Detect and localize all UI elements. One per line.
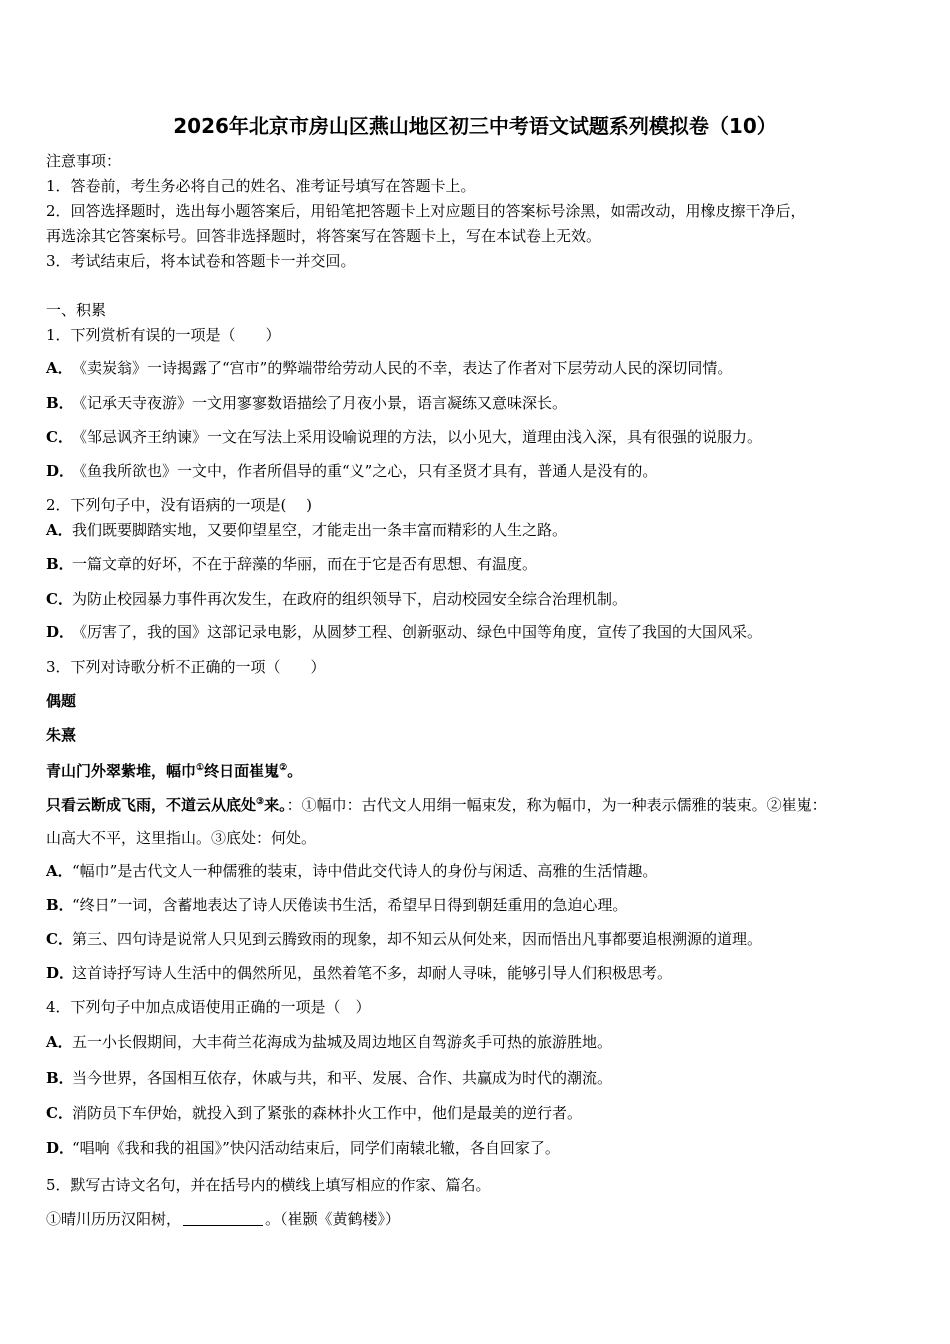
question-2-option-d: D．《厉害了，我的国》这部记录电影，从圆梦工程、创新驱动、绿色中国等角度，宣传了我国的大国风采。 xyxy=(46,623,763,641)
question-4-option-d: D．“唱响《我和我的祖国》”快闪活动结束后，同学们南辕北辙，各自回家了。 xyxy=(46,1139,560,1157)
question-4-option-b: B．当今世界，各国相互依存，休戚与共，和平、发展、合作、共赢成为时代的潮流。 xyxy=(46,1069,613,1087)
question-2-option-c: C．为防止校园暴力事件再次发生，在政府的组织领导下，启动校园安全综合治理机制。 xyxy=(46,590,628,608)
question-1-option-b: B．《记承天寺夜游》一文用寥寥数语描绘了月夜小景，语言凝练又意味深长。 xyxy=(46,394,568,412)
question-1-option-c: C．《邹忌讽齐王纳谏》一文在写法上采用设喻说理的方法，以小见大，道理由浅入深，具有很强的说服力。 xyxy=(46,428,763,446)
poem-line-2: 只看云断成飞雨，不道云从底处③来。：①幅巾：古代文人用绢一幅束发，称为幅巾，为一种表示儒雅的装束。②崔嵬： xyxy=(46,796,827,814)
poem-author: 朱熹 xyxy=(46,726,77,744)
question-2-option-b: B．一篇文章的好坏，不在于辞藻的华丽，而在于它是否有思想、有温度。 xyxy=(46,555,538,573)
question-1-option-a: A．《卖炭翁》一诗揭露了“宫市”的弊端带给劳动人民的不幸，表达了作者对下层劳动人民的深切同情。 xyxy=(46,359,733,377)
question-4-option-a: A．五一小长假期间，大丰荷兰花海成为盐城及周边地区自驾游炙手可热的旅游胜地。 xyxy=(46,1033,613,1051)
question-5-item-1: ①晴川历历汉阳树， 。（崔颢《黄鹤楼》） xyxy=(46,1210,401,1228)
question-3-option-d: D．这首诗抒写诗人生活中的偶然所见，虽然着笔不多，却耐人寻味，能够引导人们积极思考。 xyxy=(46,964,673,982)
question-4-option-c: C．消防员下车伊始，就投入到了紧张的森林扑火工作中，他们是最美的逆行者。 xyxy=(46,1104,583,1122)
question-4-stem: 4．下列句子中加点成语使用正确的一项是（ ） xyxy=(46,998,371,1016)
question-3-stem: 3．下列对诗歌分析不正确的一项（ ） xyxy=(46,658,326,676)
poem-note: 山高大不平，这里指山。③底处：何处。 xyxy=(46,829,317,847)
poem-line-1: 青山门外翠紫堆，幅巾①终日面崔嵬②。 xyxy=(46,762,303,780)
question-1-option-d: D．《鱼我所欲也》一文中，作者所倡导的重“义”之心，只有圣贤才具有，普通人是没有的。 xyxy=(46,462,658,480)
page-title: 2026年北京市房山区燕山地区初三中考语文试题系列模拟卷（10） xyxy=(173,114,777,138)
notice-item: 再选涂其它答案标号。回答非选择题时，将答案写在答题卡上，写在本试卷上无效。 xyxy=(46,227,602,245)
notice-item: 3．考试结束后，将本试卷和答题卡一并交回。 xyxy=(46,252,356,270)
notice-item: 1．答卷前，考生务必将自己的姓名、准考证号填写在答题卡上。 xyxy=(46,177,476,195)
question-3-option-b: B．“终日”一词，含蓄地表达了诗人厌倦读书生活，希望早日得到朝廷重用的急迫心理。 xyxy=(46,896,628,914)
question-2-option-a: A．我们既要脚踏实地，又要仰望星空，才能走出一条丰富而精彩的人生之路。 xyxy=(46,521,568,539)
notice-heading: 注意事项： xyxy=(46,152,122,170)
question-1-stem: 1．下列赏析有误的一项是（ ） xyxy=(46,326,281,344)
answer-blank[interactable] xyxy=(183,1210,263,1226)
question-3-option-c: C．第三、四句诗是说常人只见到云腾致雨的现象，却不知云从何处来，因而悟出凡事都要追根溯源的道理。 xyxy=(46,930,763,948)
notice-item: 2．回答选择题时，选出每小题答案后，用铅笔把答题卡上对应题目的答案标号涂黑，如需改动，用橡皮擦干净后， xyxy=(46,202,806,220)
question-3-option-a: A．“幅巾”是古代文人一种儒雅的装束，诗中借此交代诗人的身份与闲适、高雅的生活情趣。 xyxy=(46,862,658,880)
question-5-stem: 5．默写古诗文名句，并在括号内的横线上填写相应的作家、篇名。 xyxy=(46,1176,491,1194)
poem-title: 偶题 xyxy=(46,692,77,710)
question-2-stem: 2．下列句子中，没有语病的一项是( ) xyxy=(46,496,313,514)
section-heading: 一、积累 xyxy=(46,301,107,319)
